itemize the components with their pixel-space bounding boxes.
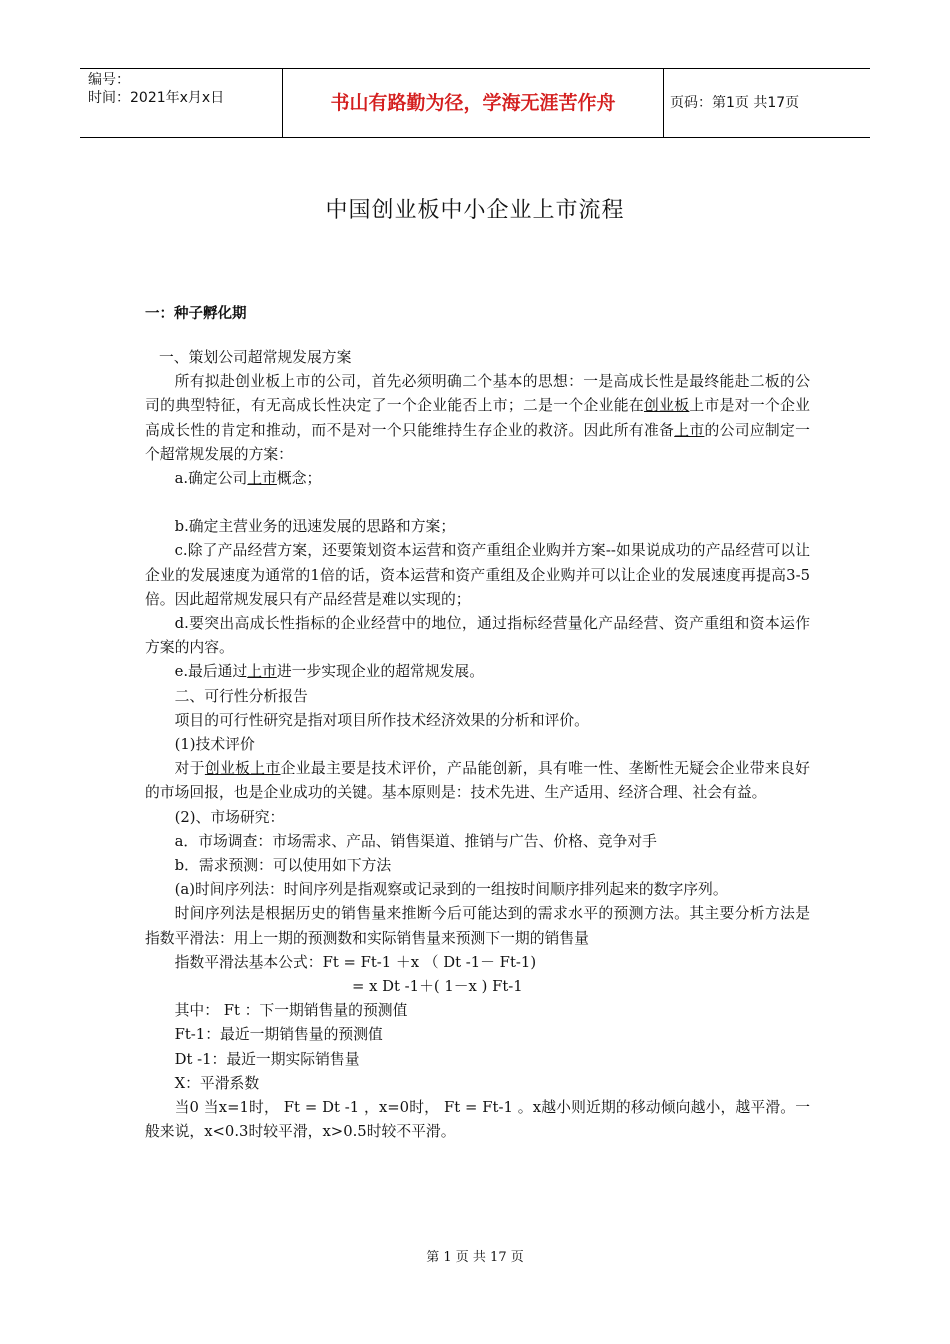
paragraph: 当0 当x=1时， Ft = Dt -1 ，x=0时， Ft = Ft-1 。x越小则近期的移动倾向越小，越平滑。一般来说，x<0.3时较平滑，x>0.5时较不平滑。 xyxy=(145,1099,810,1141)
link-chuangyeban-shangshi[interactable]: 创业板上市 xyxy=(204,760,281,778)
link-shangshi[interactable]: 上市 xyxy=(247,663,277,681)
paragraph: 项目的可行性研究是指对项目所作技术经济效果的分析和评价。 xyxy=(174,711,589,729)
list-item: b．需求预测：可以使用如下方法 xyxy=(174,857,392,875)
blank-line xyxy=(145,491,810,515)
header-page-number: 页码：第1页 共17页 xyxy=(670,95,800,111)
subheading: 二、可行性分析报告 xyxy=(174,687,308,705)
list-item: c.除了产品经营方案，还要策划资本运营和资产重组企业购并方案--如果说成功的产品经营可以让企业的发展速度为通常的1倍的话，资本运营和资产重组及企业购并可以让企业的发展速度再提高3-5倍。因此超常规发展只有产品经营是难以实现的； xyxy=(145,542,810,608)
subheading: 一、策划公司超常规发展方案 xyxy=(159,349,352,366)
header-motto: 书山有路勤为径，学海无涯苦作舟 xyxy=(282,69,664,137)
document-number-label: 编号： xyxy=(88,72,130,88)
subheading: (1)技术评价 xyxy=(174,736,255,754)
list-item: d.要突出高成长性指标的企业经营中的地位，通过指标经营量化产品经营、资产重组和资本运作方案的内容。 xyxy=(145,615,810,657)
subheading: (2)、市场研究： xyxy=(174,808,285,826)
document-title: 中国创业板中小企业上市流程 xyxy=(325,198,625,223)
definition: 其中： Ft ：下一期销售量的预测值 xyxy=(174,1002,408,1020)
list-item: b.确定主营业务的迅速发展的思路和方案； xyxy=(174,518,456,536)
paragraph: (a)时间序列法：时间序列是指观察或记录到的一组按时间顺序排列起来的数字序列。 xyxy=(174,881,728,899)
header-meta xyxy=(88,71,283,107)
paragraph: 时间序列法是根据历史的销售量来推断今后可能达到的需求水平的预测方法。其主要分析方法是指数平滑法：用上一期的预测数和实际销售量来预测下一期的销售量 xyxy=(145,905,810,947)
link-shangshi[interactable]: 上市 xyxy=(247,470,277,488)
section-heading: 一：种子孵化期 xyxy=(145,306,247,322)
paragraph: 所有拟赴创业板上市的公司，首先必须明确二个基本的思想：一是高成长性是最终能赴二板的公司的典型特征，有无高成长性决定了一个企业能否上市；二是一个企业能在创业板上市是对一个企业高成长性的肯定和推动，而不是对一个只能维持生存企业的救济。因此所有准备上市的公司应制定一个超常规发展的方案： xyxy=(145,373,810,463)
document-date: 时间：2021年x月x日 xyxy=(88,90,225,106)
link-chuangyeban[interactable]: 创业板 xyxy=(643,397,690,415)
formula: 指数平滑法基本公式：Ft = Ft-1 ＋x （ Dt -1－ Ft-1) xyxy=(174,953,537,971)
formula: = x Dt -1＋( 1－x ) Ft-1 xyxy=(352,978,523,996)
definition: Ft-1：最近一期销售量的预测值 xyxy=(174,1026,383,1044)
list-item: e.最后通过上市进一步实现企业的超常规发展。 xyxy=(174,663,485,681)
link-shangshi[interactable]: 上市 xyxy=(674,421,705,439)
list-item: a.确定公司上市概念； xyxy=(174,470,322,488)
paragraph: 对于创业板上市企业最主要是技术评价，产品能创新，具有唯一性、垄断性无疑会企业带来良好的市场回报，也是企业成功的关键。基本原则是：技术先进、生产适用、经济合理、社会有益。 xyxy=(145,760,810,802)
page-header xyxy=(80,68,870,138)
definition: Dt -1：最近一期实际销售量 xyxy=(174,1050,360,1068)
page-footer: 第 1 页 共 17 页 xyxy=(426,1250,524,1265)
definition: X：平滑系数 xyxy=(174,1074,260,1092)
list-item: a．市场调查：市场需求、产品、销售渠道、推销与广告、价格、竞争对手 xyxy=(174,832,657,850)
document-body xyxy=(145,346,810,1145)
